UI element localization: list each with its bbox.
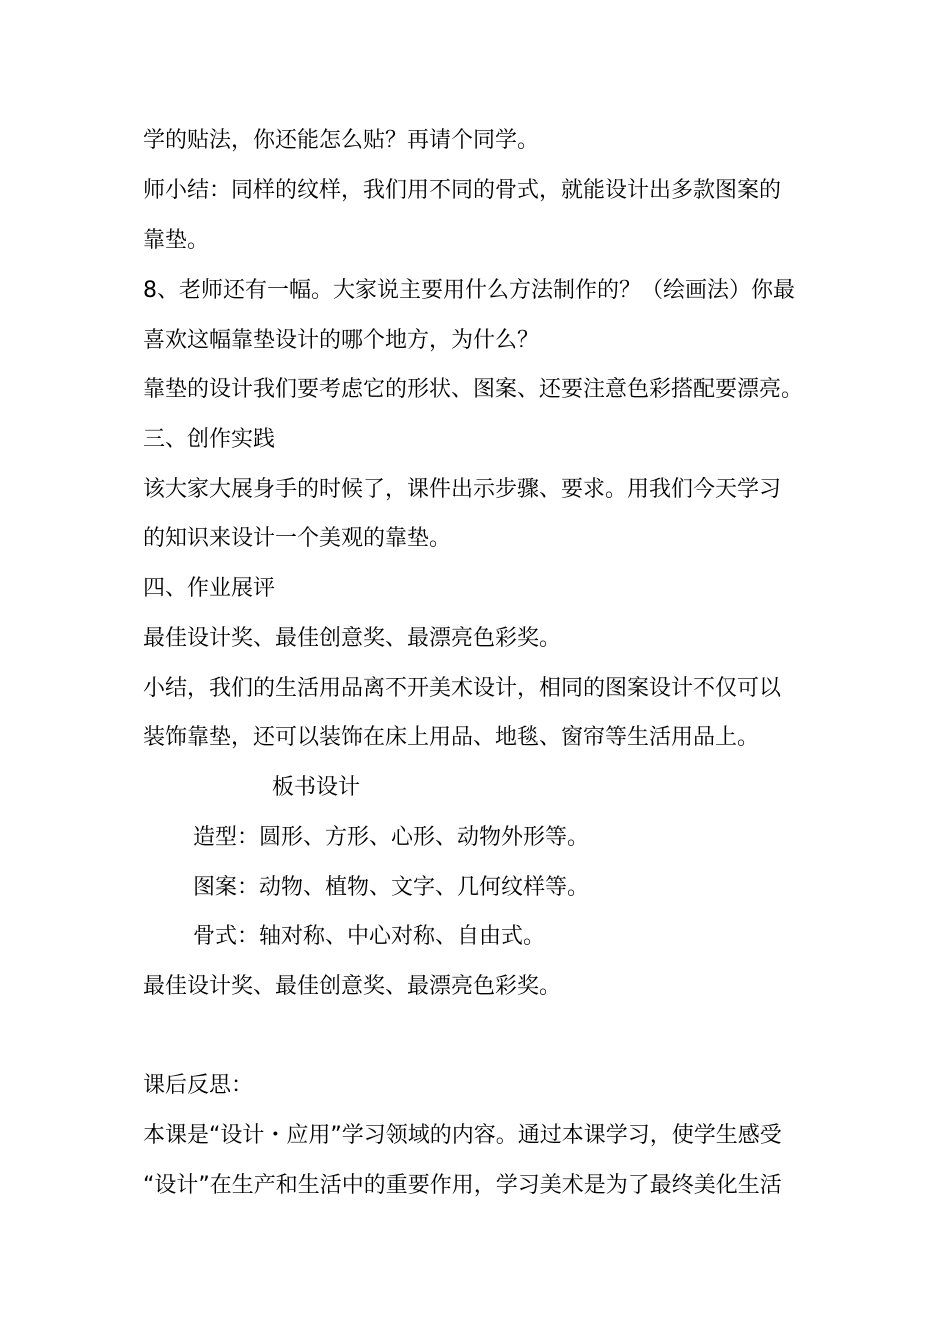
paragraph-line: 的知识来设计一个美观的靠垫。 [143,526,452,551]
reflection-line: “设计”在生产和生活中的重要作用，学习美术是为了最终美化生活 [143,1173,782,1198]
paragraph-line: 最佳设计奖、最佳创意奖、最漂亮色彩奖。 [143,626,562,651]
paragraph-line: 喜欢这幅靠垫设计的哪个地方，为什么？ [143,328,540,353]
board-item: 骨式：轴对称、中心对称、自由式。 [193,924,546,949]
board-item: 造型：圆形、方形、心形、动物外形等。 [193,825,590,850]
board-item: 图案：动物、植物、文字、几何纹样等。 [193,875,590,900]
paragraph-line: 靠垫的设计我们要考虑它的形状、图案、还要注意色彩搭配要漂亮。 [143,377,804,402]
section-heading: 四、作业展评 [143,576,276,601]
paragraph-line: 装饰靠垫，还可以装饰在床上用品、地毯、窗帘等生活用品上。 [143,725,760,750]
board-awards: 最佳设计奖、最佳创意奖、最漂亮色彩奖。 [143,974,562,999]
paragraph-line: 师小结：同样的纹样，我们用不同的骨式，就能设计出多款图案的 [143,178,782,203]
paragraph-line: 8、老师还有一幅。大家说主要用什么方法制作的？（绘画法）你最 [143,278,795,303]
paragraph-line: 该大家大展身手的时候了，课件出示步骤、要求。用我们今天学习 [143,477,782,502]
board-title: 板书设计 [272,775,361,800]
reflection-heading: 课后反思： [143,1073,254,1098]
paragraph-line: 学的贴法，你还能怎么贴？再请个同学。 [143,128,540,153]
section-heading: 三、创作实践 [143,427,276,452]
paragraph-line: 靠垫。 [143,228,210,253]
reflection-line: 本课是“设计・应用”学习领域的内容。通过本课学习，使学生感受 [143,1123,782,1148]
paragraph-line: 小结，我们的生活用品离不开美术设计，相同的图案设计不仅可以 [143,676,782,701]
